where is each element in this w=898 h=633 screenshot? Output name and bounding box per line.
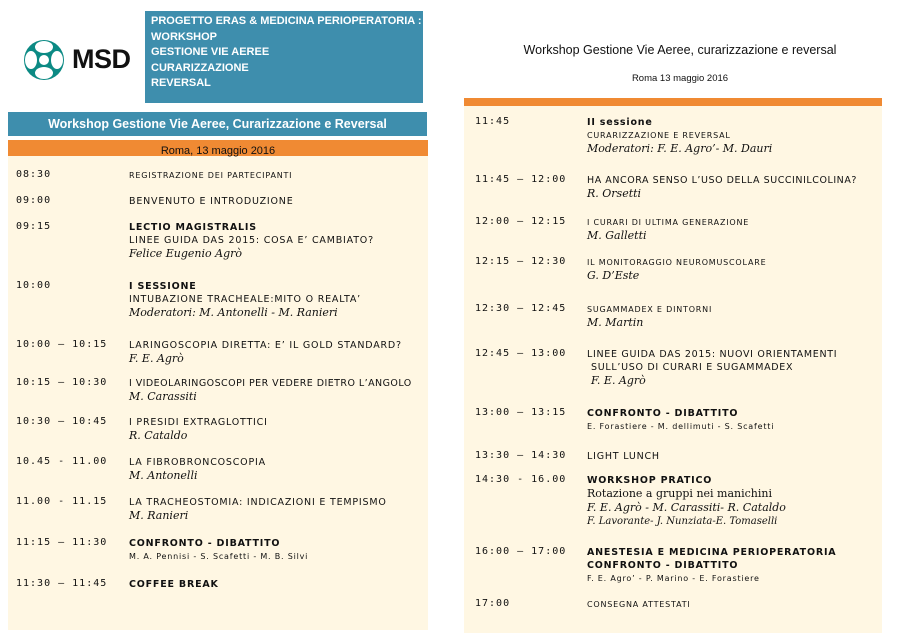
item-time: 12:00 – 12:15 (475, 216, 567, 227)
item-title: HA ANCORA SENSO L’USO DELLA SUCCINILCOLINA? (587, 175, 857, 186)
program-header-line: GESTIONE VIE AEREE (151, 46, 270, 58)
logo-text: MSD (72, 44, 131, 74)
item-title: LECTIO MAGISTRALIS (129, 222, 257, 233)
item-time: 08:30 (16, 169, 52, 180)
item-title: CONFRONTO - DIBATTITO (587, 408, 739, 419)
item-speaker: F. E. Agrò (129, 352, 184, 365)
right-workshop-title: Workshop Gestione Vie Aeree, curarizzazione e reversal (523, 43, 837, 57)
item-title: IL MONITORAGGIO NEUROMUSCOLARE (587, 258, 767, 267)
item-moderators: Moderatori: F. E. Agro’- M. Dauri (587, 142, 773, 155)
item-subtitle: CURARIZZAZIONE E REVERSAL (587, 131, 731, 140)
item-time: 10:30 – 10:45 (16, 416, 108, 427)
right-divider-bar (464, 98, 882, 106)
msd-logo (22, 38, 142, 82)
item-speaker: M. Ranieri (129, 509, 189, 522)
item-speaker: F. E. Agrò (591, 374, 646, 387)
item-time: 11:30 – 11:45 (16, 578, 108, 589)
item-subtitle: LINEE GUIDA DAS 2015: COSA E’ CAMBIATO? (129, 235, 374, 246)
item-speaker: M. Galletti (587, 229, 647, 242)
program-header-box (145, 11, 423, 103)
program-header-line: WORKSHOP (151, 30, 217, 43)
item-time: 09:00 (16, 195, 52, 206)
item-title: II sessione (587, 117, 653, 128)
program-header-line: PROGETTO ERAS & MEDICINA PERIOPERATORIA : (151, 15, 422, 27)
item-time: 12:30 – 12:45 (475, 303, 567, 314)
item-speaker: M. Martin (587, 316, 644, 329)
msd-logo-icon (22, 38, 66, 82)
left-workshop-banner: Workshop Gestione Vie Aeree, Curarizzazione e Reversal (8, 112, 427, 136)
item-speaker: Felice Eugenio Agrò (129, 247, 242, 260)
item-title: CONSEGNA ATTESTATI (587, 600, 691, 609)
item-title: LIGHT LUNCH (587, 451, 660, 462)
item-time: 10:00 – 10:15 (16, 339, 108, 350)
item-time: 10:15 – 10:30 (16, 377, 108, 388)
item-title: WORKSHOP PRATICO (587, 475, 713, 486)
item-subtitle: CONFRONTO - DIBATTITO (587, 560, 739, 571)
item-title: REGISTRAZIONE DEI PARTECIPANTI (129, 171, 293, 180)
right-date: Roma 13 maggio 2016 (631, 73, 729, 84)
item-moderators: Moderatori: M. Antonelli - M. Ranieri (129, 306, 338, 319)
item-time: 10.45 - 11.00 (16, 456, 108, 467)
item-time: 13:30 – 14:30 (475, 450, 567, 461)
item-time: 16:00 – 17:00 (475, 546, 567, 557)
item-participants: M. A. Pennisi - S. Scafetti - M. B. Silvi (129, 552, 309, 561)
item-title: CONFRONTO - DIBATTITO (129, 538, 281, 549)
item-speaker: R. Orsetti (587, 187, 642, 200)
item-time: 12:45 – 13:00 (475, 348, 567, 359)
item-participants: F. E. Agro’ - P. Marino - E. Forastiere (587, 574, 760, 583)
item-time: 12:15 – 12:30 (475, 256, 567, 267)
item-title: LINEE GUIDA DAS 2015: NUOVI ORIENTAMENTI (587, 349, 838, 360)
item-title: ANESTESIA E MEDICINA PERIOPERATORIA (587, 547, 837, 558)
item-subtitle: Rotazione a gruppi nei manichini (587, 487, 773, 500)
item-title: I SESSIONE (129, 281, 197, 292)
item-time: 09:15 (16, 221, 52, 232)
item-speaker: M. Antonelli (129, 469, 198, 482)
item-subtitle: SULL’USO DI CURARI E SUGAMMADEX (591, 362, 794, 373)
item-title: LA FIBROBRONCOSCOPIA (129, 457, 266, 468)
program-header-line: CURARIZZAZIONE (151, 61, 249, 74)
item-title: I PRESIDI EXTRAGLOTTICI (129, 417, 268, 428)
item-title: COFFEE BREAK (129, 579, 219, 590)
item-time: 14:30 - 16.00 (475, 474, 567, 485)
item-title: I VIDEOLARINGOSCOPI PER VEDERE DIETRO L’ANGOLO (129, 378, 412, 389)
item-time: 10:00 (16, 280, 52, 291)
item-participants: E. Forastiere - M. dellimuti - S. Scafetti (587, 422, 775, 431)
item-speakers: F. Lavorante- J. Nunziata-E. Tomaselli (587, 516, 778, 527)
item-speaker: R. Cataldo (129, 429, 188, 442)
item-speaker: G. D’Este (587, 269, 640, 282)
program-header-line: REVERSAL (151, 77, 211, 89)
item-title: LARINGOSCOPIA DIRETTA: E’ IL GOLD STANDARD? (129, 340, 402, 351)
item-title: I CURARI DI ULTIMA GENERAZIONE (587, 218, 750, 227)
item-time: 13:00 – 13:15 (475, 407, 567, 418)
item-title: LA TRACHEOSTOMIA: INDICAZIONI E TEMPISMO (129, 497, 387, 508)
left-date: Roma, 13 maggio 2016 (160, 145, 276, 157)
item-time: 11.00 - 11.15 (16, 496, 108, 507)
item-speakers: F. E. Agrò - M. Carassiti- R. Cataldo (587, 501, 786, 514)
item-time: 11:45 (475, 116, 511, 127)
item-title: BENVENUTO E INTRODUZIONE (129, 196, 294, 207)
item-time: 11:45 – 12:00 (475, 174, 567, 185)
item-time: 11:15 – 11:30 (16, 537, 108, 548)
item-speaker: M. Carassiti (129, 390, 197, 403)
item-subtitle: INTUBAZIONE TRACHEALE:MITO O REALTA’ (129, 294, 361, 305)
item-title: SUGAMMADEX E DINTORNI (587, 305, 713, 314)
item-time: 17:00 (475, 598, 511, 609)
